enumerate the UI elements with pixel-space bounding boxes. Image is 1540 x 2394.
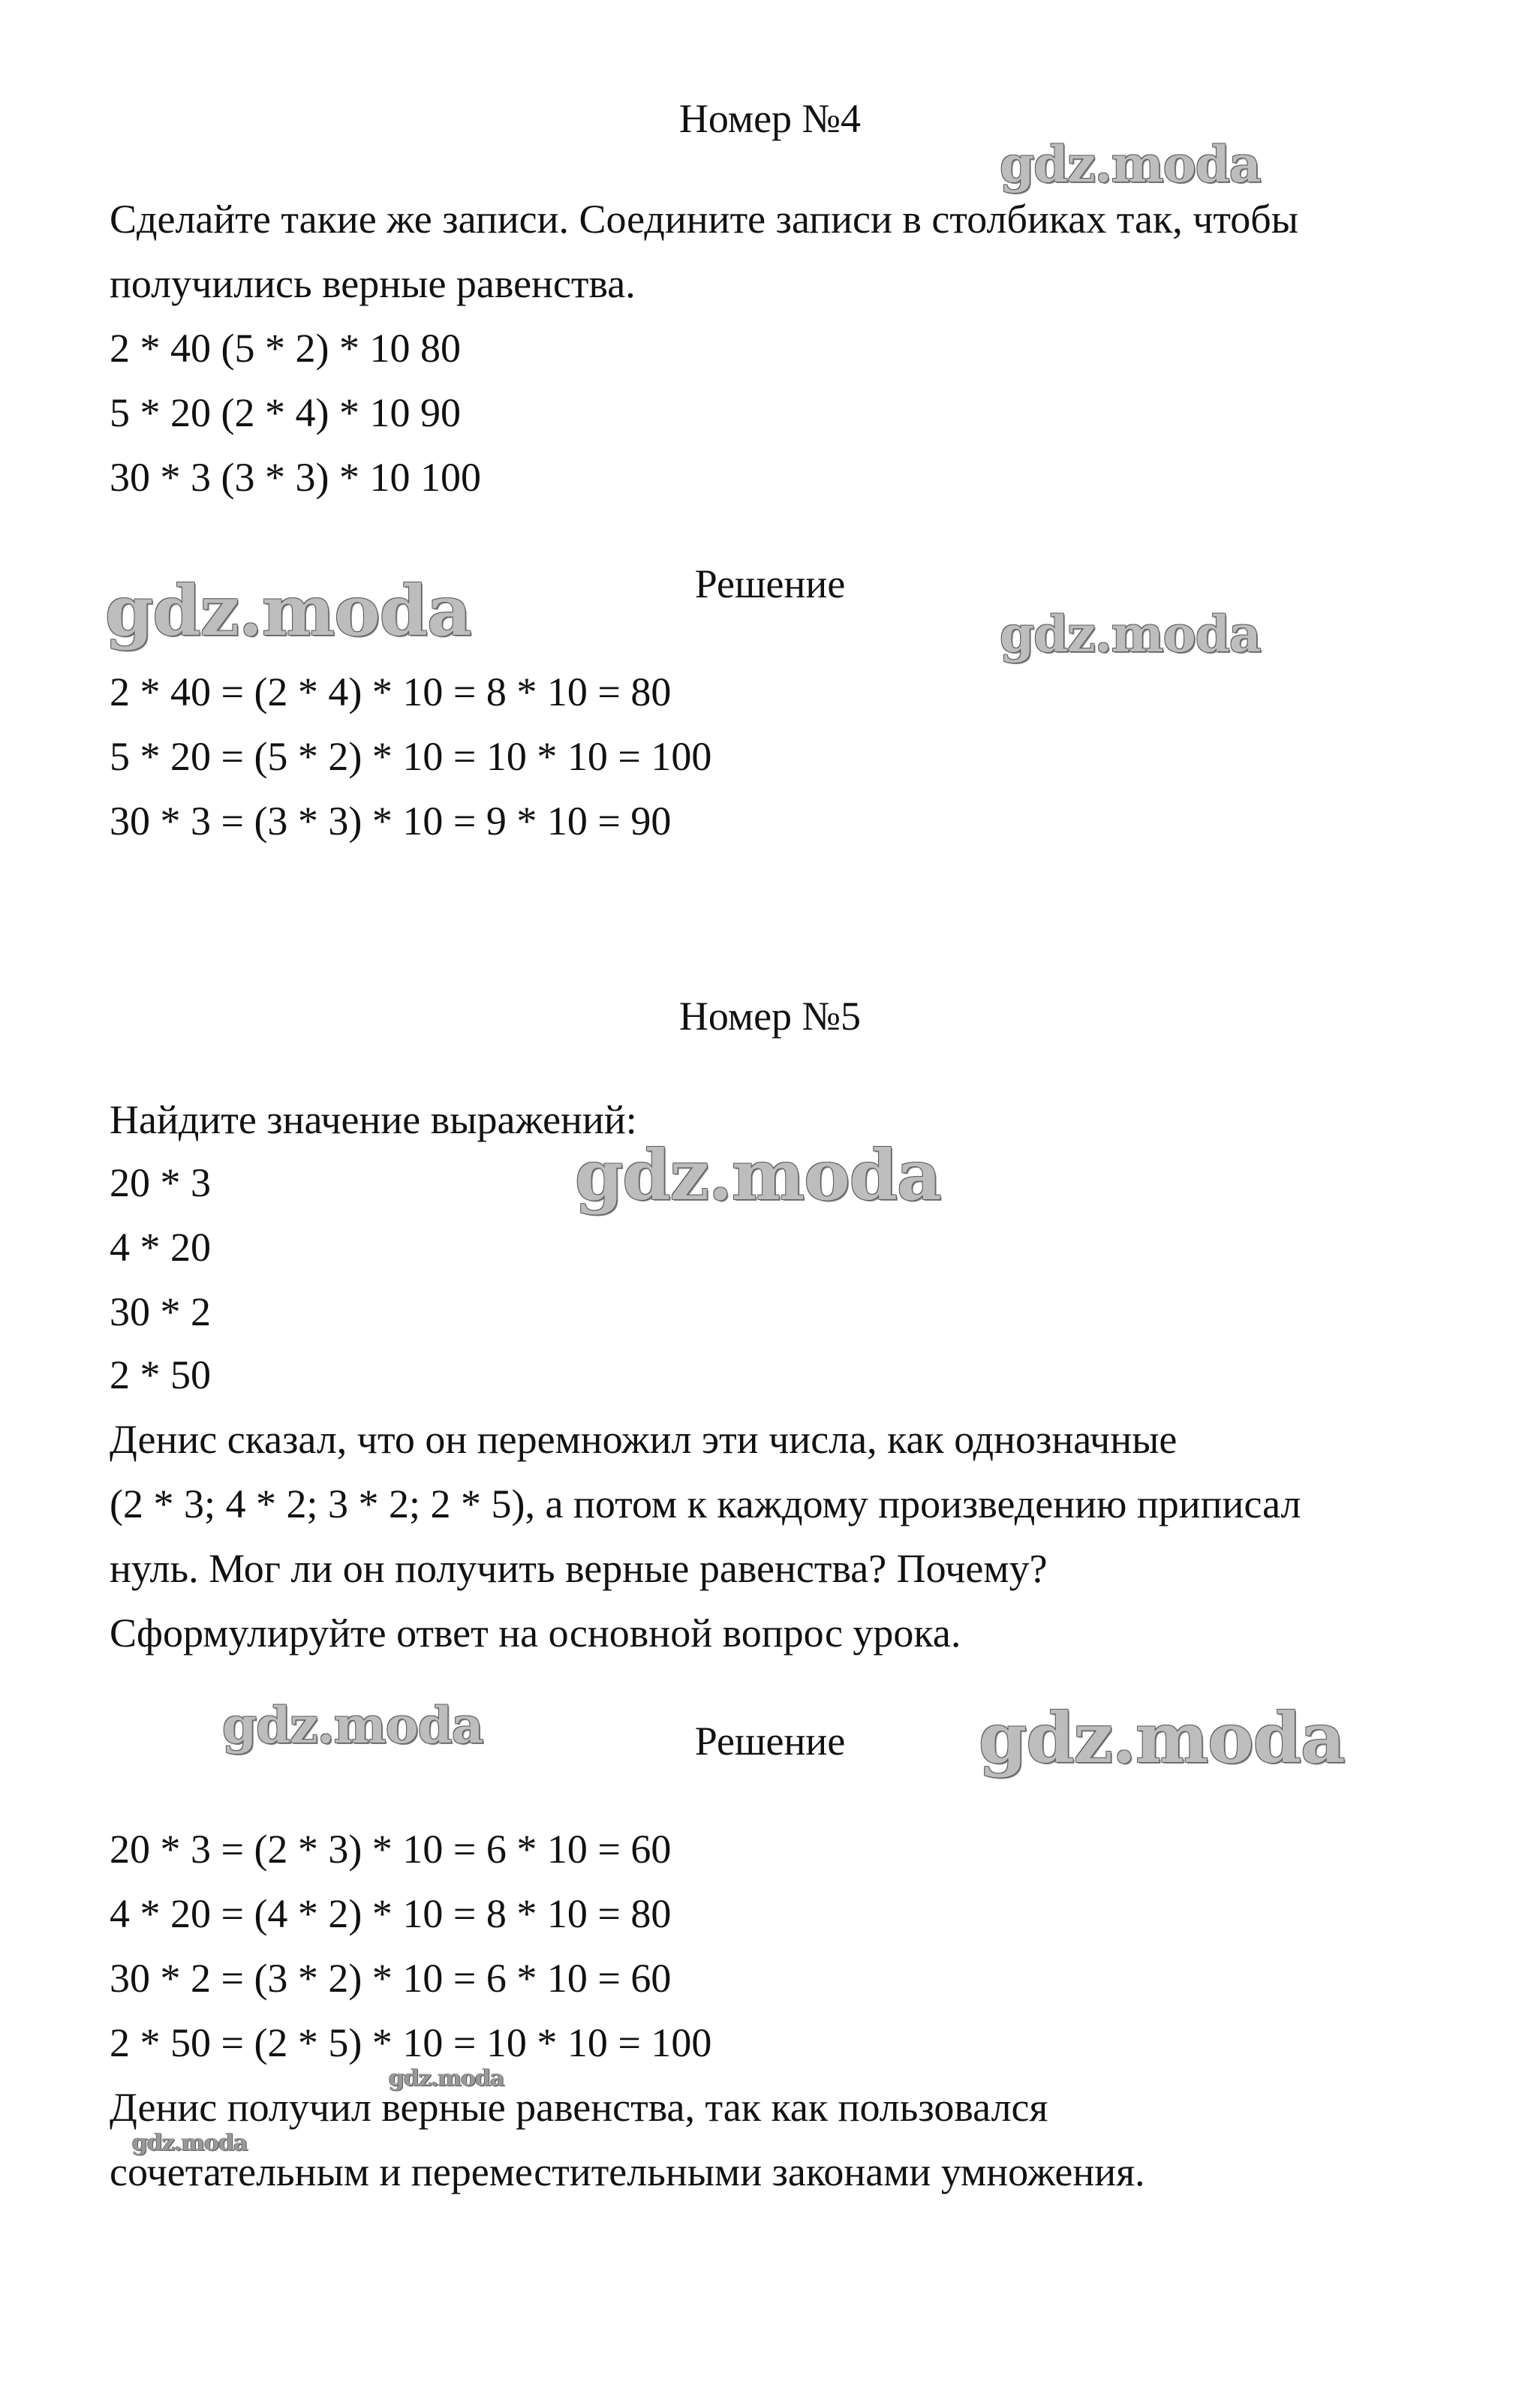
watermark-logo: gdz.moda: [575, 1135, 941, 1216]
task5-solution-line-1: 20 * 3 = (2 * 3) * 10 = 6 * 10 = 60: [110, 1827, 672, 1872]
task4-row-3: 30 * 3 (3 * 3) * 10 100: [110, 455, 481, 500]
task4-solution-line-1: 2 * 40 = (2 * 4) * 10 = 8 * 10 = 80: [110, 669, 672, 714]
task5-text-line-4: Сформулируйте ответ на основной вопрос урока.: [110, 1611, 961, 1656]
task4-solution-line-3: 30 * 3 = (3 * 3) * 10 = 9 * 10 = 90: [110, 799, 672, 844]
task5-expression-2: 4 * 20: [110, 1225, 211, 1270]
watermark-logo: gdz.moda: [105, 570, 471, 651]
watermark-logo: gdz.moda: [979, 1698, 1345, 1779]
task5-answer-line-1: Денис получил верные равенства, так как пользовался: [110, 2085, 1048, 2130]
task4-prompt-line-2: получились верные равенства.: [110, 261, 636, 306]
watermark-logo: gdz.moda: [222, 1696, 483, 1755]
watermark-logo: gdz.moda: [132, 2130, 248, 2156]
task5-solution-line-4: 2 * 50 = (2 * 5) * 10 = 10 * 10 = 100: [110, 2020, 712, 2065]
task5-solution-line-2: 4 * 20 = (4 * 2) * 10 = 8 * 10 = 80: [110, 1891, 672, 1936]
task4-heading: Номер №4: [678, 96, 862, 141]
task4-prompt-line-1: Сделайте такие же записи. Соедините записи в столбиках так, чтобы: [110, 197, 1299, 242]
task5-prompt: Найдите значение выражений:: [110, 1097, 637, 1142]
task5-text-line-2: (2 * 3; 4 * 2; 3 * 2; 2 * 5), а потом к каждому произведению приписал: [110, 1481, 1301, 1526]
task5-answer-line-2: сочетательным и переместительными законами умножения.: [110, 2149, 1145, 2194]
task4-row-2: 5 * 20 (2 * 4) * 10 90: [110, 390, 461, 435]
task5-expression-1: 20 * 3: [110, 1160, 211, 1205]
watermark-logo: gdz.moda: [389, 2065, 504, 2092]
task4-solution-heading: Решение: [694, 561, 846, 606]
watermark-logo: gdz.moda: [1000, 605, 1261, 663]
task5-heading: Номер №5: [678, 994, 862, 1039]
task5-text-line-1: Денис сказал, что он перемножил эти числа, как однозначные: [110, 1417, 1178, 1462]
task5-solution-heading: Решение: [694, 1719, 846, 1764]
watermark-logo: gdz.moda: [1000, 135, 1261, 194]
task5-expression-4: 2 * 50: [110, 1352, 211, 1397]
task5-solution-line-3: 30 * 2 = (3 * 2) * 10 = 6 * 10 = 60: [110, 1956, 672, 2001]
task4-row-1: 2 * 40 (5 * 2) * 10 80: [110, 326, 461, 371]
task5-expression-3: 30 * 2: [110, 1289, 211, 1334]
task4-solution-line-2: 5 * 20 = (5 * 2) * 10 = 10 * 10 = 100: [110, 734, 712, 779]
task5-text-line-3: нуль. Мог ли он получить верные равенства? Почему?: [110, 1546, 1048, 1591]
